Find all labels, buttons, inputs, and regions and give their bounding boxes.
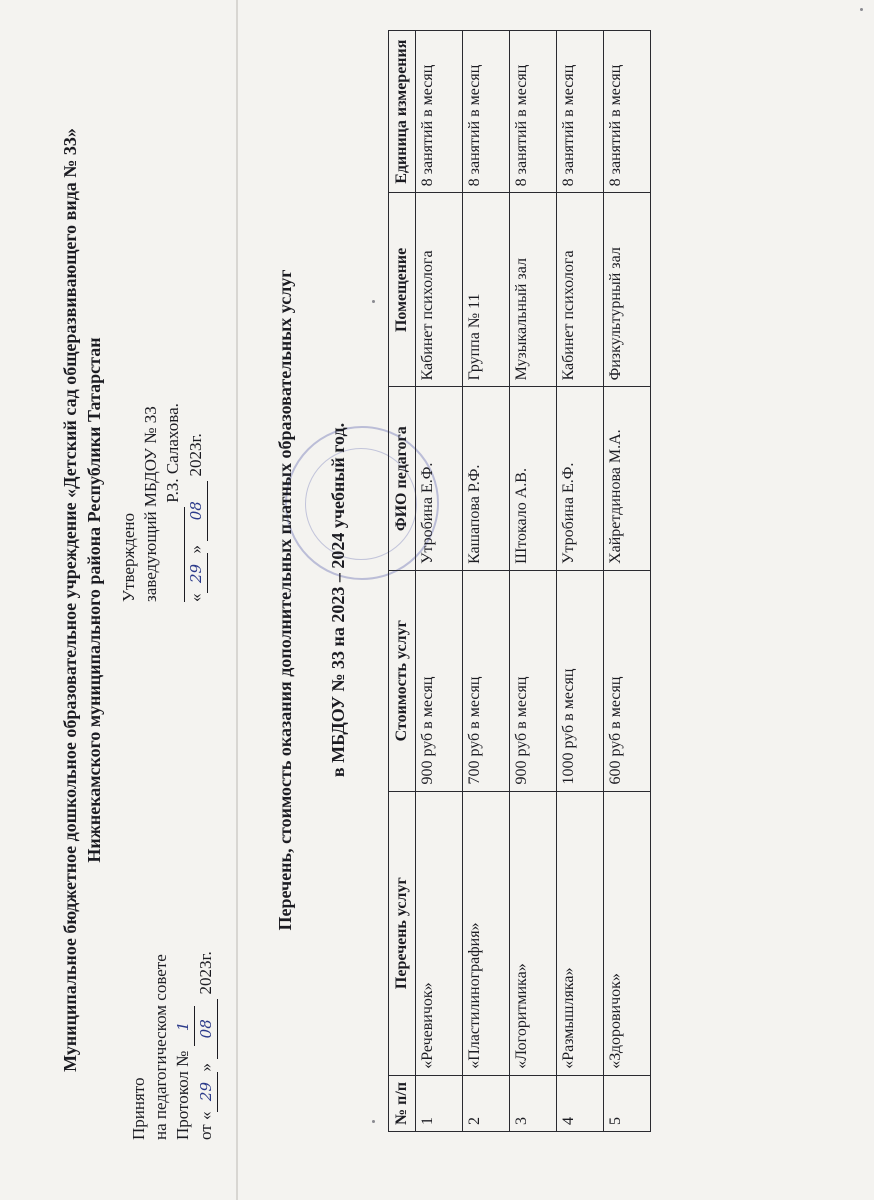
cell-unit: 8 занятий в месяц xyxy=(604,31,651,193)
approved-head: заведующий МБДОУ № 33 xyxy=(141,406,160,602)
table-row xyxy=(463,31,510,1132)
institution-name-line-2: Нижнекамского муниципального района Республики Татарстан xyxy=(84,337,104,863)
cell-cost: 900 руб в месяц xyxy=(510,570,557,791)
table-row xyxy=(557,31,604,1132)
accepted-council: на педагогическом совете xyxy=(151,954,170,1140)
institution-name-line-1: Муниципальное бюджетное дошкольное образовательное учреждение «Детский сад общеразвивающего вида № 33» xyxy=(60,128,80,1072)
cell-unit: 8 занятий в месяц xyxy=(463,31,510,193)
approved-date-day: 29 xyxy=(185,554,208,594)
cell-service: «Речевичок» xyxy=(416,791,463,1075)
cell-num: 1 xyxy=(416,1075,463,1131)
cell-cost: 1000 руб в месяц xyxy=(557,570,604,791)
protocol-number: 1 xyxy=(172,1006,195,1046)
cell-teacher: Утробина Е.Ф. xyxy=(416,387,463,571)
date-day: 29 xyxy=(195,1072,218,1112)
header-unit: Единица измерения xyxy=(389,31,416,193)
date-suffix: 2023г. xyxy=(196,951,215,995)
cell-teacher: Утробина Е.Ф. xyxy=(557,387,604,571)
table-row xyxy=(416,31,463,1132)
cell-cost: 700 руб в месяц xyxy=(463,570,510,791)
approved-signature xyxy=(162,403,185,602)
cell-unit: 8 занятий в месяц xyxy=(510,31,557,193)
cell-unit: 8 занятий в месяц xyxy=(416,31,463,193)
approved-label: Утверждено xyxy=(119,513,138,602)
table-row xyxy=(604,31,651,1132)
cell-cost: 600 руб в месяц xyxy=(604,570,651,791)
cell-room: Кабинет психолога xyxy=(416,193,463,387)
cell-num: 2 xyxy=(463,1075,510,1131)
cell-room: Кабинет психолога xyxy=(557,193,604,387)
table-header-row xyxy=(389,31,416,1132)
cell-teacher: Штокало А.В. xyxy=(510,387,557,571)
cell-cost: 900 руб в месяц xyxy=(416,570,463,791)
header-cost: Стоимость услуг xyxy=(389,570,416,791)
cell-num: 3 xyxy=(510,1075,557,1131)
cell-num: 5 xyxy=(604,1075,651,1131)
cell-service: «Здоровичок» xyxy=(604,791,651,1075)
signature-mark xyxy=(162,507,185,602)
document-title-line-2: в МБДОУ № 33 на 2023 – 2024 учебный год. xyxy=(328,422,348,778)
services-table xyxy=(388,30,651,1132)
approved-date-mid: » xyxy=(186,545,205,554)
cell-service: «Логоритмика» xyxy=(510,791,557,1075)
approved-date-prefix: « xyxy=(186,593,205,602)
cell-room: Группа № 11 xyxy=(463,193,510,387)
approved-date xyxy=(185,403,208,602)
accepted-block xyxy=(128,951,218,1140)
document-title-line-1: Перечень, стоимость оказания дополнительных платных образовательных услуг xyxy=(275,269,295,931)
approved-date-suffix: 2023г. xyxy=(186,433,205,477)
header-teacher: ФИО педагога xyxy=(389,387,416,571)
signature-name: Р.З. Салахова. xyxy=(163,403,182,503)
cell-room: Музыкальный зал xyxy=(510,193,557,387)
cell-teacher: Хайретдинова М.А. xyxy=(604,387,651,571)
protocol-label: Протокол № xyxy=(173,1050,192,1140)
cell-room: Физкультурный зал xyxy=(604,193,651,387)
accepted-label: Принято xyxy=(129,1077,148,1140)
header-num: № п/п xyxy=(389,1075,416,1131)
header-room: Помещение xyxy=(389,193,416,387)
table-row xyxy=(510,31,557,1132)
cell-unit: 8 занятий в месяц xyxy=(557,31,604,193)
cell-service: «Пластилинография» xyxy=(463,791,510,1075)
header-service: Перечень услуг xyxy=(389,791,416,1075)
date-mid: » xyxy=(196,1063,215,1072)
accepted-date xyxy=(195,951,218,1140)
date-month: 08 xyxy=(195,999,218,1059)
cell-teacher: Кашапова Р.Ф. xyxy=(463,387,510,571)
approved-date-month: 08 xyxy=(185,481,208,541)
date-prefix: от « xyxy=(196,1111,215,1140)
cell-num: 4 xyxy=(557,1075,604,1131)
accepted-protocol xyxy=(172,951,195,1140)
cell-service: «Размышляка» xyxy=(557,791,604,1075)
approved-block xyxy=(118,403,208,602)
